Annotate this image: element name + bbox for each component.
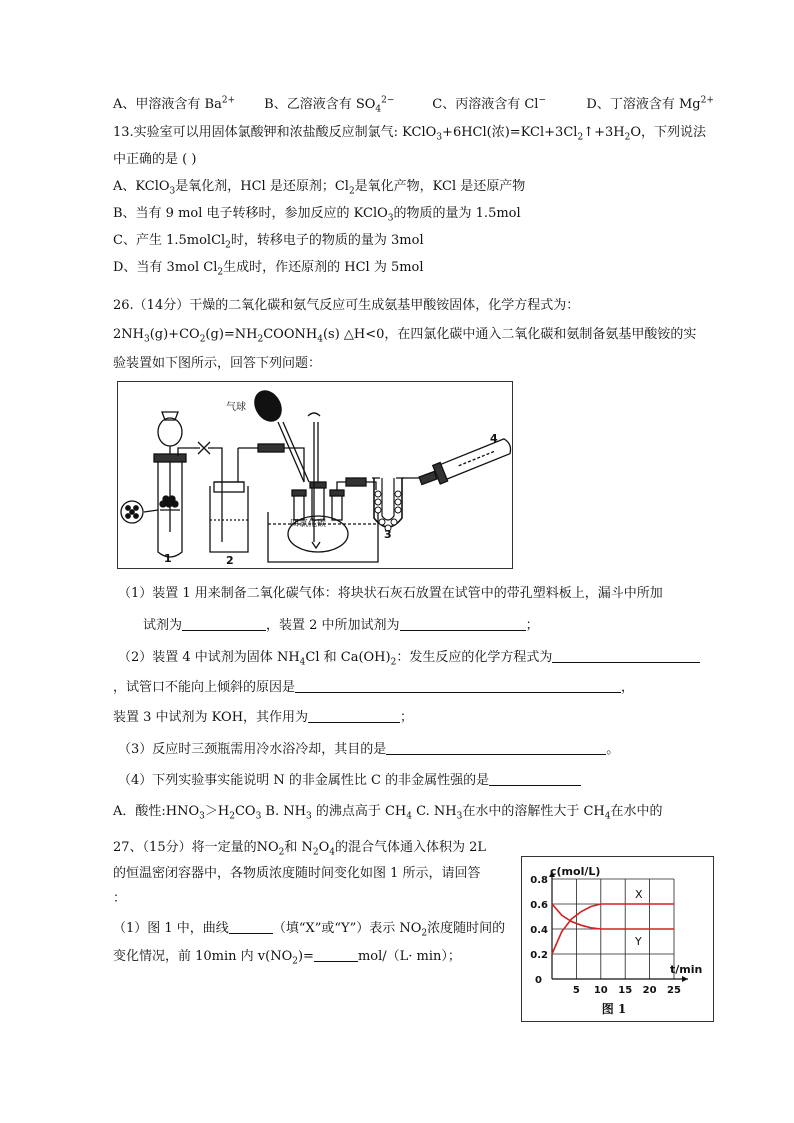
x-tick-label: 20 [642,985,657,996]
answer-blank[interactable] [489,771,581,786]
q27-line3: ： [113,891,127,906]
q13-stem-line1: 13.实验室可以用固体氯酸钾和浓盐酸反应制氯气: KClO$_3$+6HCl(浓)$=KCl+3Cl_2↑+3H_2O$，下列说法 [113,125,706,143]
q27-line2: 的恒温密闭容器中，各物质浓度随时间变化如图 1 所示，请回答 [113,866,481,881]
apparatus-drawing [118,382,512,568]
q13-option-c: C、产生 1.5molCl$_2$时，转移电子的物质的量为 3mol [113,233,424,251]
series-label-Y: Y [634,935,642,948]
balloon-label: 气球 [226,402,246,413]
q26-p1-line1: （1）装置 1 用来制备二氧化碳气体：将块状石灰石放置在试管中的带孔塑料板上，漏斗中所加 [118,586,663,601]
y-tick-label: 0.4 [530,925,548,936]
q27-line1: 27、（15分）将一定量的$NO_2$和 $N_2O_4$的混合气体通入体积为 2L [113,840,487,858]
x-axis-arrow [682,976,688,982]
answer-blank[interactable] [552,648,700,663]
q26-p4: （4）下列实验事实能说明 N 的非金属性比 C 的非金属性强的是 [118,771,581,790]
answer-blank[interactable] [386,740,606,755]
origin-label: 0 [535,975,542,986]
q26-equation-cont: 验装置如下图所示，回答下列问题： [113,356,322,371]
q26-p1-line2: 试剂为 ，装置 2 中所加试剂为 ； [143,618,539,633]
q13-option-d: D、当有 3mol $Cl_2$生成时，作还原剂的 HCl 为 5mol [113,260,424,278]
q26-intro: 26.（14分）干燥的二氧化碳和氨气反应可生成氨基甲酸铵固体，化学方程式为： [113,298,580,313]
series-line-Y [552,904,674,929]
q13-option-b: B、当有 9 mol 电子转移时，参加反应的 KClO$_3$的物质的量为 1.5mol [113,206,521,224]
x-tick-label: 25 [667,985,681,996]
answer-blank[interactable] [308,708,400,723]
q13-stem-line2: 中正确的是 ( ) [113,152,197,167]
x-tick-label: 10 [593,985,608,996]
figure-label-2: 2 [226,554,234,567]
y-tick-label: 0.6 [530,900,548,911]
q26-equation: $2NH_3(g)+CO_2(g)=NH_2COONH_4(s)$ △H<0，在四氯化碳中通入二氧化碳和氨制备氨基甲酸铵的实 [113,327,697,345]
flask-text: 四氯化碳 [290,519,327,529]
q12-option-d: D、丁溶液含有 $Mg^{2+}$ [586,95,714,112]
y-tick-label: 0.8 [530,875,548,886]
answer-blank[interactable] [400,616,526,631]
q26-p4-options: A．酸性$:HNO_3>H_2CO_3$ B. $NH_3$ 的沸点高于 $CH_4$ C. $NH_3$在水中的溶解性大于 $CH_4$在水中的 [113,804,663,822]
q12-options-line [113,96,714,114]
answer-blank[interactable] [295,678,621,693]
figure-label-4: 4 [490,432,498,445]
answer-blank[interactable] [229,919,273,934]
apparatus-figure [117,381,513,569]
chart-title: 图 1 [601,1002,627,1016]
x-tick-label: 5 [572,985,580,996]
figure-1-chart [521,856,714,1022]
figure-label-1: 1 [164,552,172,565]
chart-canvas [522,857,713,1021]
q12-option-b: B、乙溶液含有 $SO_4^{2-}$ [264,95,395,115]
q26-p2-line3: 装置 3 中试剂为 KOH，其作用为 ； [113,710,414,725]
x-tick-label: 15 [618,985,633,996]
q12-option-a: A、甲溶液含有 $Ba^{2+}$ [113,95,236,112]
q26-p2-line2: ，试管口不能向上倾斜的原因是 ， [113,680,635,695]
series-label-X: X [634,888,643,901]
q13-option-a: A、KClO$_3$是氧化剂，HCl 是还原剂；$Cl_2$是氧化产物，KCl 是还原产物 [113,179,526,197]
figure-label-3: 3 [384,528,392,541]
x-axis-label: t/min [670,963,703,976]
answer-blank[interactable] [314,947,358,962]
q27-line5: 变化情况，前 10min 内 $v(NO_2)= mol/(L\cdot \min)$； [113,949,461,967]
q27-line4: （1）图 1 中，曲线 （填“X”或“Y”）表示 $NO_2$浓度随时间的 [113,921,506,939]
answer-blank[interactable] [182,616,266,631]
y-tick-label: 0.2 [530,950,548,961]
q12-option-c: C、丙溶液含有 Cl− [432,95,547,112]
q26-p2-line1: （2）装置 4 中试剂为固体 $NH_4Cl$ 和 $Ca(OH)_2$：发生反应的化学方程式为 [118,648,700,667]
y-axis-label: c(mol/L) [550,865,601,878]
q26-p3: （3）反应时三颈瓶需用冷水浴冷却，其目的是 。 [118,742,620,757]
